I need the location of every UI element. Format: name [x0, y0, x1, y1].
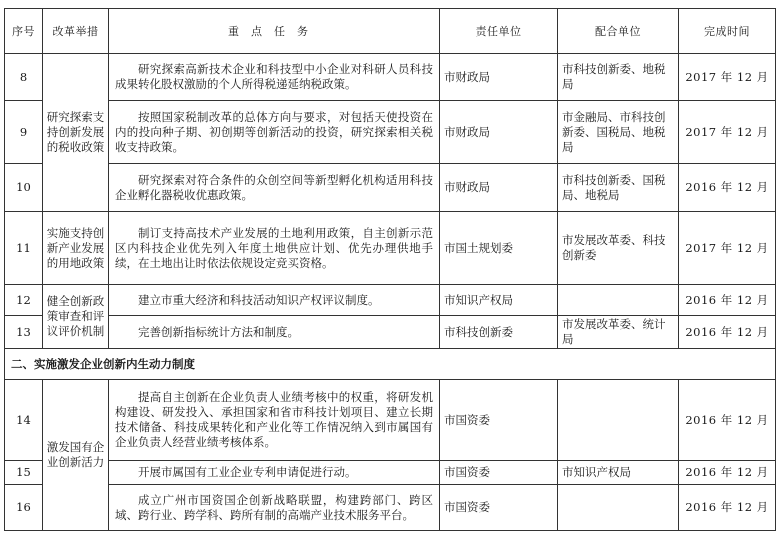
reform-measure: 实施支持创新产业发展的用地政策: [43, 212, 109, 285]
completion-time: 2016 年 12 月: [679, 285, 776, 316]
table-row: [5, 164, 776, 212]
responsible-unit: 市知识产权局: [440, 285, 558, 316]
cooperating-unit: [558, 285, 679, 316]
row-number: 13: [5, 316, 43, 349]
responsible-unit: 市财政局: [440, 54, 558, 101]
row-number: 12: [5, 285, 43, 316]
reform-measure: 健全创新政策审查和评议评价机制: [43, 285, 109, 349]
reform-task-table: [4, 8, 776, 531]
cooperating-unit: 市知识产权局: [558, 461, 679, 485]
cooperating-unit: 市金融局、市科技创新委、国税局、地税局: [558, 101, 679, 164]
cooperating-unit: 市发展改革委、统计局: [558, 316, 679, 349]
completion-time: 2016 年 12 月: [679, 461, 776, 485]
task-text: 成立广州市国资国企创新战略联盟，构建跨部门、跨区域、跨行业、跨学科、跨所有制的高端产业技术服务平台。: [109, 485, 440, 531]
table-row: [5, 285, 776, 316]
table-row: [5, 485, 776, 531]
task-text: 研究探索对符合条件的众创空间等新型孵化机构适用科技企业孵化器税收优惠政策。: [109, 164, 440, 212]
reform-measure: 研究探索支持创新发展的税收政策: [43, 54, 109, 212]
responsible-unit: 市国资委: [440, 485, 558, 531]
cooperating-unit: 市发展改革委、科技创新委: [558, 212, 679, 285]
cooperating-unit: [558, 380, 679, 461]
header-cooperating: 配合单位: [558, 9, 679, 54]
table-row: [5, 316, 776, 349]
table-row: [5, 212, 776, 285]
responsible-unit: 市财政局: [440, 164, 558, 212]
header-num: 序号: [5, 9, 43, 54]
responsible-unit: 市国资委: [440, 461, 558, 485]
task-text: 研究探索高新技术企业和科技型中小企业对科研人员科技成果转化股权激励的个人所得税递延纳税政策。: [109, 54, 440, 101]
task-text: 制订支持高技术产业发展的土地利用政策，自主创新示范区内科技企业优先列入年度土地供应计划、优先办理供地手续，在土地出让时依法依规设定竞买资格。: [109, 212, 440, 285]
reform-measure: 激发国有企业创新活力: [43, 380, 109, 531]
responsible-unit: 市国资委: [440, 380, 558, 461]
task-text: 完善创新指标统计方法和制度。: [109, 316, 440, 349]
completion-time: 2016 年 12 月: [679, 380, 776, 461]
header-completion-time: 完成时间: [679, 9, 776, 54]
task-text: 开展市属国有工业企业专利申请促进行动。: [109, 461, 440, 485]
row-number: 10: [5, 164, 43, 212]
section-row: [5, 349, 776, 380]
header-reform: 改革举措: [43, 9, 109, 54]
responsible-unit: 市财政局: [440, 101, 558, 164]
row-number: 16: [5, 485, 43, 531]
task-text: 建立市重大经济和科技活动知识产权评议制度。: [109, 285, 440, 316]
completion-time: 2017 年 12 月: [679, 101, 776, 164]
section-title: 二、实施激发企业创新内生动力制度: [5, 349, 776, 380]
completion-time: 2017 年 12 月: [679, 54, 776, 101]
table-row: [5, 380, 776, 461]
cooperating-unit: 市科技创新委、国税局、地税局: [558, 164, 679, 212]
responsible-unit: 市国土规划委: [440, 212, 558, 285]
responsible-unit: 市科技创新委: [440, 316, 558, 349]
task-text: 按照国家税制改革的总体方向与要求，对包括天使投资在内的投向种子期、初创期等创新活动的投资，研究探索相关税收支持政策。: [109, 101, 440, 164]
header-row: [5, 9, 776, 54]
row-number: 9: [5, 101, 43, 164]
completion-time: 2016 年 12 月: [679, 485, 776, 531]
header-responsible: 责任单位: [440, 9, 558, 54]
table-row: [5, 461, 776, 485]
cooperating-unit: [558, 485, 679, 531]
row-number: 15: [5, 461, 43, 485]
header-task: 重点任务: [109, 9, 440, 54]
task-text: 提高自主创新在企业负责人业绩考核中的权重，将研发机构建设、研发投入、承担国家和省市科技计划项目、建立长期技术储备、科技成果转化和产业化等工作情况纳入到市属国有企业负责人经营业绩考核体系。: [109, 380, 440, 461]
row-number: 8: [5, 54, 43, 101]
row-number: 11: [5, 212, 43, 285]
cooperating-unit: 市科技创新委、地税局: [558, 54, 679, 101]
row-number: 14: [5, 380, 43, 461]
completion-time: 2017 年 12 月: [679, 212, 776, 285]
completion-time: 2016 年 12 月: [679, 164, 776, 212]
table-row: [5, 101, 776, 164]
completion-time: 2016 年 12 月: [679, 316, 776, 349]
table-row: [5, 54, 776, 101]
